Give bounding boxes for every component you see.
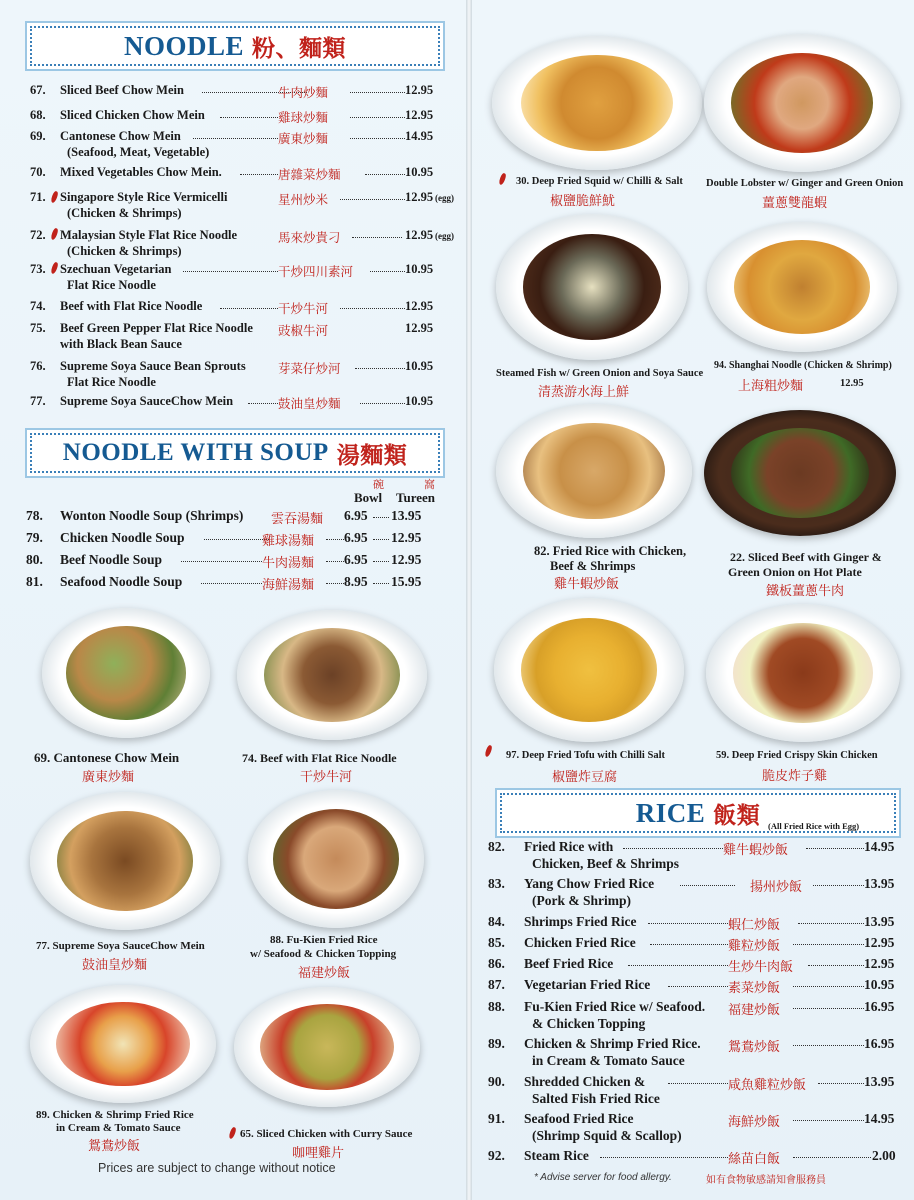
item-name: Seafood Noodle Soup (60, 574, 183, 589)
photo-caption: 65. Sliced Chicken with Curry Sauce (240, 1128, 413, 1140)
photo-caption: 30. Deep Fried Squid w/ Chilli & Salt (516, 176, 683, 187)
item-name-cn: 廣東炒麵 (278, 131, 329, 146)
item-name: Sliced Chicken Chow Mein (60, 108, 205, 122)
item-name: Shredded Chicken & (524, 1074, 646, 1089)
dot-leader (793, 999, 864, 1009)
item-description: (Shrimp Squid & Scallop) (532, 1128, 682, 1143)
item-number: 72. (30, 228, 46, 242)
dot-leader (204, 530, 269, 540)
rice-title-cn: 飯類 (713, 802, 761, 829)
egg-note: (egg) (435, 193, 454, 203)
rice-list (488, 0, 912, 1200)
dish-photo (30, 985, 216, 1103)
item-name-cn: 海鮮湯麵 (262, 578, 315, 593)
dot-leader (793, 1111, 864, 1121)
dot-leader (668, 1074, 728, 1084)
photo-caption: 97. Deep Fried Tofu with Chilli Salt (506, 750, 665, 761)
item-price-bowl: 6.95 (344, 530, 368, 545)
dot-leader (793, 1036, 864, 1046)
photo-caption: 88. Fu-Kien Fried Rice (270, 934, 378, 946)
item-price: 14.95 (864, 1111, 895, 1126)
item-price: 2.00 (872, 1148, 896, 1163)
item-name-cn: 素菜炒飯 (728, 981, 781, 996)
dot-leader (623, 839, 723, 849)
item-name-cn: 鼓油皇炒麵 (278, 396, 341, 411)
item-description: Flat Rice Noodle (67, 375, 156, 389)
item-number: 87. (488, 977, 505, 992)
item-name-cn: 雞粒炒飯 (728, 939, 781, 954)
photo-caption: w/ Seafood & Chicken Topping (250, 948, 397, 960)
dot-leader (373, 552, 389, 562)
item-name: Cantonese Chow Mein (60, 129, 181, 143)
item-price: 10.95 (405, 394, 434, 408)
item-description: Salted Fish Fried Rice (532, 1091, 660, 1106)
item-name-cn: 馬來炒貴刁 (278, 230, 341, 245)
allergy-note-cn: 如有食物敏感請知會服務員 (706, 1175, 826, 1186)
photo-caption-cn: 脆皮炸子雞 (762, 769, 828, 784)
dot-leader (806, 839, 864, 849)
item-name-cn: 揚州炒飯 (750, 880, 803, 895)
photo-caption: 77. Supreme Soya SauceChow Mein (36, 940, 205, 952)
dot-leader (201, 574, 262, 584)
item-description: in Cream & Tomato Sauce (532, 1053, 685, 1068)
item-description: (Chicken & Shrimps) (67, 244, 182, 258)
dot-leader (793, 1148, 871, 1158)
item-price: 12.95 (405, 83, 434, 97)
photo-caption: 82. Fried Rice with Chicken, (534, 544, 687, 558)
dish-photo (42, 608, 210, 738)
item-name: Szechuan Vegetarian (60, 262, 172, 276)
photo-caption: 69. Cantonese Chow Mein (34, 750, 180, 765)
dot-leader (668, 977, 728, 987)
dot-leader (798, 914, 864, 924)
item-number: 70. (30, 165, 46, 179)
photo-caption: 89. Chicken & Shrimp Fried Rice (36, 1109, 194, 1121)
item-name-cn: 豉椒牛河 (278, 323, 329, 338)
item-name: Chicken Noodle Soup (60, 530, 185, 545)
dot-leader (818, 1074, 864, 1084)
item-name-cn: 芽菜仔炒河 (278, 361, 341, 376)
dot-leader (628, 956, 728, 966)
item-name: Malaysian Style Flat Rice Noodle (60, 228, 238, 242)
item-name: Singapore Style Rice Vermicelli (60, 190, 228, 204)
item-price: 10.95 (864, 977, 895, 992)
item-number: 84. (488, 914, 505, 929)
photo-caption-cn: 鼓油皇炒麵 (82, 958, 148, 973)
item-name-cn: 生炒牛肉飯 (728, 960, 794, 975)
item-price: 13.95 (864, 1074, 895, 1089)
item-description: (Seafood, Meat, Vegetable) (67, 145, 210, 159)
item-number: 81. (26, 574, 43, 589)
dish-photo (248, 790, 424, 928)
item-name: Yang Chow Fried Rice (524, 876, 655, 891)
item-number: 86. (488, 956, 505, 971)
item-name: Mixed Vegetables Chow Mein. (60, 165, 222, 179)
column-header-bowl: Bowl (354, 490, 383, 505)
item-number: 91. (488, 1111, 505, 1126)
item-description: & Chicken Topping (532, 1016, 646, 1031)
item-name: Beef Noodle Soup (60, 552, 163, 567)
item-number: 74. (30, 299, 46, 313)
prices-note: Prices are subject to change without notice (98, 1161, 336, 1175)
item-number: 80. (26, 552, 43, 567)
item-name-cn: 唐雜菜炒麵 (278, 167, 341, 182)
item-number: 83. (488, 876, 505, 891)
item-name: Beef Fried Rice (524, 956, 614, 971)
photo-caption-cn: 椒鹽炸豆腐 (552, 770, 618, 785)
photo-caption-cn: 鴛鴦炒飯 (88, 1139, 141, 1154)
item-name-cn: 鴛鴦炒飯 (728, 1040, 781, 1055)
item-price: 12.95 (864, 956, 895, 971)
item-price: 16.95 (864, 1036, 895, 1051)
item-name: Wonton Noodle Soup (Shrimps) (60, 508, 244, 523)
column-header-tureen: Tureen (396, 490, 436, 505)
photo-caption: 22. Sliced Beef with Ginger & (730, 550, 882, 564)
item-number: 68. (30, 108, 46, 122)
item-description: (Chicken & Shrimps) (67, 206, 182, 220)
item-name-cn: 雞球炒麵 (278, 110, 329, 125)
item-price: 12.95 (864, 935, 895, 950)
item-name: Shrimps Fried Rice (524, 914, 637, 929)
item-description: Chicken, Beef & Shrimps (532, 856, 680, 871)
item-name: Seafood Fried Rice (524, 1111, 634, 1126)
item-number: 75. (30, 321, 46, 335)
item-name-cn: 咸魚雞粒炒飯 (728, 1078, 807, 1093)
dish-photo (237, 610, 427, 740)
item-price: 10.95 (405, 359, 434, 373)
photo-caption: 59. Deep Fried Crispy Skin Chicken (716, 750, 878, 761)
item-name: Beef with Flat Rice Noodle (60, 299, 203, 313)
photo-caption-cn: 干炒牛河 (300, 770, 353, 785)
item-name-cn: 雞牛蝦炒飯 (723, 843, 789, 858)
item-name-cn: 干炒四川素河 (278, 264, 354, 279)
dot-leader (326, 530, 344, 540)
item-price-tureen: 13.95 (391, 508, 422, 523)
item-name: Fried Rice with (524, 839, 614, 854)
item-name-cn: 牛肉炒麵 (278, 85, 329, 100)
dish-photo (234, 987, 420, 1107)
photo-caption-cn: 福建炒飯 (298, 966, 351, 981)
item-price: 12.95 (405, 299, 434, 313)
item-description: Flat Rice Noodle (67, 278, 156, 292)
photo-caption: 94. Shanghai Noodle (Chicken & Shrimp) (714, 360, 892, 371)
right-panel (472, 0, 914, 1200)
item-price: 16.95 (864, 999, 895, 1014)
dot-leader (793, 977, 864, 987)
item-name-cn: 雲吞湯麵 (271, 512, 324, 527)
item-number: 88. (488, 999, 505, 1014)
item-name: Supreme Soya Sauce Bean Sprouts (60, 359, 246, 373)
photo-caption-cn: 雞牛蝦炒飯 (554, 577, 620, 592)
allergy-note: * Advise server for food allergy. (534, 1172, 672, 1183)
item-number: 92. (488, 1148, 505, 1163)
photo-caption: Double Lobster w/ Ginger and Green Onion (706, 178, 904, 189)
photo-caption-cn: 清蒸游水海上鮮 (538, 385, 630, 400)
item-name-cn: 蝦仁炒飯 (728, 918, 781, 933)
item-number: 69. (30, 129, 46, 143)
item-name-cn: 絲苗白飯 (728, 1152, 781, 1167)
item-number: 71. (30, 190, 46, 204)
item-number: 79. (26, 530, 43, 545)
photo-caption: 74. Beef with Flat Rice Noodle (242, 751, 397, 765)
item-number: 77. (30, 394, 46, 408)
dot-leader (808, 956, 864, 966)
item-name: Supreme Soya SauceChow Mein (60, 394, 234, 408)
column-header-cn: 窩 (424, 478, 435, 491)
item-price: 13.95 (864, 876, 895, 891)
item-name-cn: 福建炒飯 (728, 1003, 781, 1018)
egg-note: (egg) (435, 231, 454, 241)
item-number: 90. (488, 1074, 505, 1089)
item-description: with Black Bean Sauce (60, 337, 182, 351)
dot-leader (326, 574, 344, 584)
dot-leader (373, 530, 389, 540)
noodle-title: NOODLE (123, 30, 245, 61)
dot-leader (326, 552, 344, 562)
item-number: 73. (30, 262, 46, 276)
item-name-cn: 干炒牛河 (278, 301, 329, 316)
dot-leader (793, 935, 864, 945)
dot-leader (600, 1148, 728, 1158)
item-name: Chicken & Shrimp Fried Rice. (524, 1036, 701, 1051)
dot-leader (373, 508, 389, 518)
photo-caption: Beef & Shrimps (550, 559, 636, 573)
item-price-bowl: 6.95 (344, 508, 368, 523)
item-name-cn: 雞球湯麵 (262, 534, 315, 549)
item-price: 14.95 (405, 129, 434, 143)
photo-caption-cn: 鐵板薑蔥牛肉 (766, 584, 845, 599)
item-number: 67. (30, 83, 46, 97)
item-price: 12.95 (405, 108, 434, 122)
item-price-tureen: 12.95 (391, 552, 422, 567)
dot-leader (680, 876, 735, 886)
dot-leader (648, 914, 728, 924)
photo-caption-cn: 薑蔥雙龍蝦 (762, 196, 828, 211)
rice-title: RICE (635, 797, 706, 828)
item-name: Steam Rice (524, 1148, 589, 1163)
soup-list (26, 0, 466, 600)
noodle-title-cn: 粉、麵類 (252, 35, 347, 62)
soup-title-cn: 湯麵類 (336, 442, 408, 469)
photo-caption-cn: 咖哩雞片 (292, 1146, 345, 1161)
dish-photo (30, 792, 220, 930)
item-name-cn: 星州炒米 (278, 192, 329, 207)
photo-caption-cn: 廣東炒麵 (82, 770, 135, 785)
item-name: Chicken Fried Rice (524, 935, 636, 950)
photo-price: 12.95 (840, 378, 864, 389)
item-price-tureen: 12.95 (391, 530, 422, 545)
item-name-cn: 牛肉湯麵 (262, 556, 315, 571)
dot-leader (181, 552, 262, 562)
dot-leader (650, 935, 728, 945)
item-name: Vegetarian Fried Rice (524, 977, 651, 992)
item-price: 13.95 (864, 914, 895, 929)
item-price-bowl: 8.95 (344, 574, 368, 589)
item-number: 78. (26, 508, 43, 523)
item-price: 12.95 (405, 228, 434, 242)
item-price: 14.95 (864, 839, 895, 854)
item-price-tureen: 15.95 (391, 574, 422, 589)
dot-leader (813, 876, 864, 886)
item-price: 12.95 (405, 190, 434, 204)
item-name: Beef Green Pepper Flat Rice Noodle (60, 321, 253, 335)
item-name: Sliced Beef Chow Mein (60, 83, 184, 97)
dot-leader (373, 574, 389, 584)
photo-caption: in Cream & Tomato Sauce (56, 1122, 181, 1134)
item-name-cn: 海鮮炒飯 (728, 1115, 781, 1130)
item-number: 85. (488, 935, 505, 950)
rice-subtitle: (All Fried Rice with Egg) (768, 821, 860, 831)
chili-icon (228, 1127, 237, 1140)
item-number: 76. (30, 359, 46, 373)
photo-caption-cn: 上海粗炒麵 (738, 379, 804, 394)
photo-caption: Steamed Fish w/ Green Onion and Soya Sauce (496, 368, 704, 379)
item-name: Fu-Kien Fried Rice w/ Seafood. (524, 999, 706, 1014)
photo-caption: Green Onion on Hot Plate (728, 565, 862, 579)
item-price: 12.95 (405, 321, 434, 335)
item-number: 82. (488, 839, 505, 854)
item-price: 10.95 (405, 262, 434, 276)
soup-title: NOODLE WITH SOUP (62, 439, 329, 466)
photo-caption-cn: 椒鹽脆鮮魷 (550, 194, 616, 209)
item-price-bowl: 6.95 (344, 552, 368, 567)
item-price: 10.95 (405, 165, 434, 179)
item-description: (Pork & Shrimp) (532, 893, 631, 908)
item-number: 89. (488, 1036, 505, 1051)
column-header-cn: 碗 (373, 478, 384, 491)
